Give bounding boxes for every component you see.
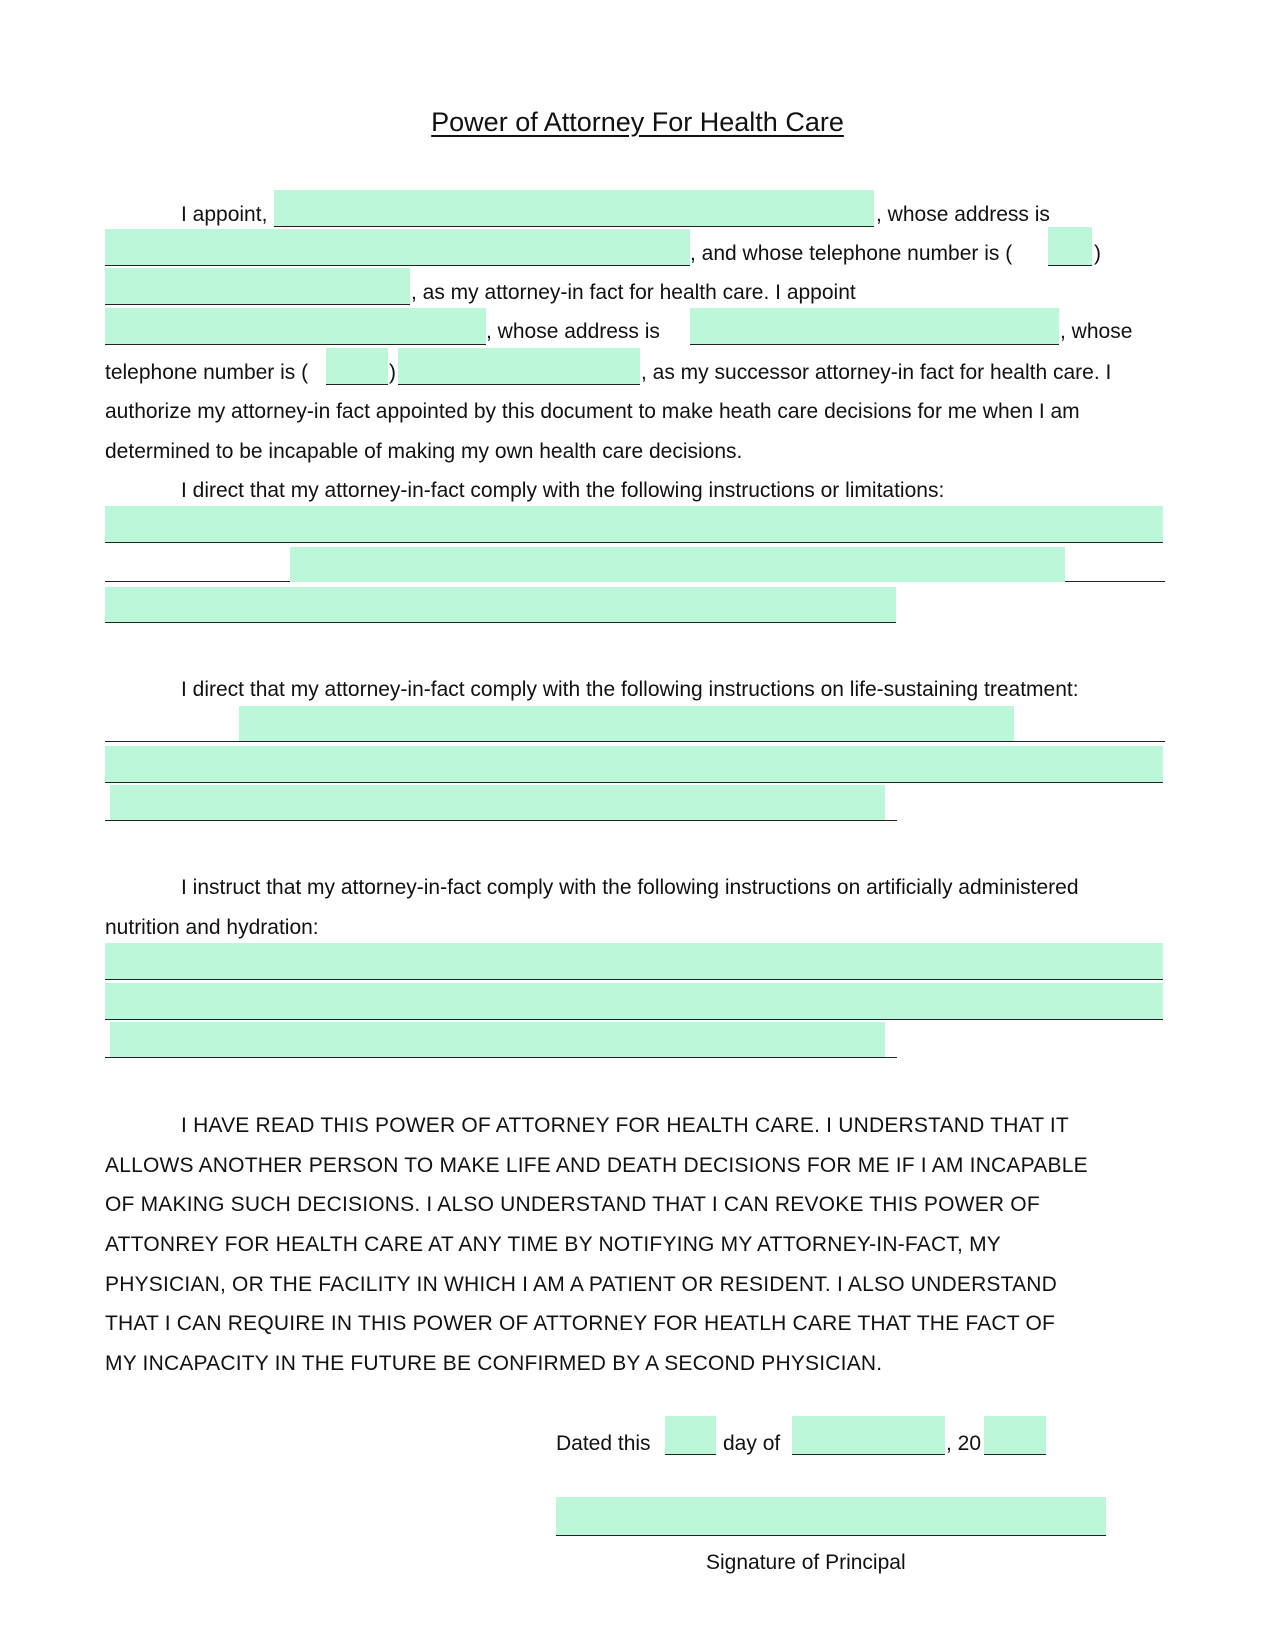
ack-line-6: THAT I CAN REQUIRE IN THIS POWER OF ATTORNEY FOR HEATLH CARE THAT THE FACT OF	[105, 1312, 1056, 1335]
year-field[interactable]	[984, 1416, 1046, 1455]
limitations-line-3-field[interactable]	[105, 587, 896, 623]
day-field[interactable]	[665, 1416, 716, 1455]
page-title: Power of Attorney For Health Care	[431, 107, 844, 137]
attorney-name-field[interactable]	[274, 190, 874, 227]
attorney-phone-field[interactable]	[105, 268, 410, 305]
text-day-of: day of	[723, 1432, 781, 1455]
ack-line-2: ALLOWS ANOTHER PERSON TO MAKE LIFE AND DEATH DECISIONS FOR ME IF I AM INCAPABLE	[105, 1154, 1088, 1177]
text-whose-address-1: , whose address is	[876, 203, 1050, 226]
text-year-prefix: , 20	[946, 1432, 982, 1455]
text-whose-address-2: , whose address is	[486, 320, 660, 343]
successor-name-field[interactable]	[105, 308, 486, 345]
text-nutrition-heading-1: I instruct that my attorney-in-fact comply with the following instructions on artificially administered	[181, 876, 1079, 899]
ack-line-1: I HAVE READ THIS POWER OF ATTORNEY FOR HEALTH CARE. I UNDERSTAND THAT IT	[181, 1114, 1069, 1137]
text-limitations-heading: I direct that my attorney-in-fact comply with the following instructions or limitations:	[181, 479, 945, 502]
text-whose: , whose	[1060, 320, 1133, 343]
text-and-phone: , and whose telephone number is (	[690, 242, 1013, 265]
life-sustaining-line-2-field[interactable]	[105, 746, 1163, 783]
successor-area-code-field[interactable]	[326, 348, 388, 385]
life-sustaining-line-3-rule	[105, 820, 897, 821]
successor-address-field[interactable]	[690, 308, 1059, 345]
text-determined: determined to be incapable of making my own health care decisions.	[105, 440, 743, 463]
limitations-line-1-field[interactable]	[105, 506, 1163, 543]
successor-phone-field[interactable]	[398, 348, 640, 385]
ack-line-5: PHYSICIAN, OR THE FACILITY IN WHICH I AM A PATIENT OR RESIDENT. I ALSO UNDERSTAND	[105, 1273, 1058, 1296]
life-sustaining-line-1-field[interactable]	[239, 706, 1014, 741]
attorney-address-field[interactable]	[105, 229, 690, 266]
text-as-successor: , as my successor attorney-in fact for health care. I	[641, 361, 1112, 384]
text-life-sustaining-heading: I direct that my attorney-in-fact comply with the following instructions on life-sustaining treatment:	[181, 678, 1079, 701]
text-close-paren-2: )	[389, 361, 396, 384]
nutrition-line-2-field[interactable]	[105, 983, 1163, 1020]
signature-label: Signature of Principal	[706, 1551, 906, 1574]
ack-line-3: OF MAKING SUCH DECISIONS. I ALSO UNDERSTAND THAT I CAN REVOKE THIS POWER OF	[105, 1193, 1040, 1216]
nutrition-line-3-rule	[105, 1057, 897, 1058]
life-sustaining-line-1-rule	[105, 741, 1165, 742]
text-as-attorney: , as my attorney-in fact for health care. I appoint	[411, 281, 856, 304]
limitations-line-2-field[interactable]	[290, 547, 1065, 582]
text-authorize: authorize my attorney-in fact appointed by this document to make heath care decisions for me when I am	[105, 400, 1080, 423]
nutrition-line-1-field[interactable]	[105, 943, 1163, 980]
attorney-area-code-field[interactable]	[1048, 227, 1092, 266]
ack-line-7: MY INCAPACITY IN THE FUTURE BE CONFIRMED BY A SECOND PHYSICIAN.	[105, 1352, 883, 1375]
text-phone-label: telephone number is (	[105, 361, 309, 384]
ack-line-4: ATTONREY FOR HEALTH CARE AT ANY TIME BY NOTIFYING MY ATTORNEY-IN-FACT, MY	[105, 1233, 1001, 1256]
life-sustaining-line-3-field[interactable]	[110, 785, 885, 820]
text-close-paren-1: )	[1094, 242, 1101, 265]
signature-field[interactable]	[556, 1497, 1106, 1536]
text-i-appoint: I appoint,	[181, 203, 268, 226]
text-dated-this: Dated this	[556, 1432, 651, 1455]
month-field[interactable]	[792, 1416, 945, 1455]
nutrition-line-3-field[interactable]	[110, 1022, 885, 1057]
text-nutrition-heading-2: nutrition and hydration:	[105, 916, 319, 939]
